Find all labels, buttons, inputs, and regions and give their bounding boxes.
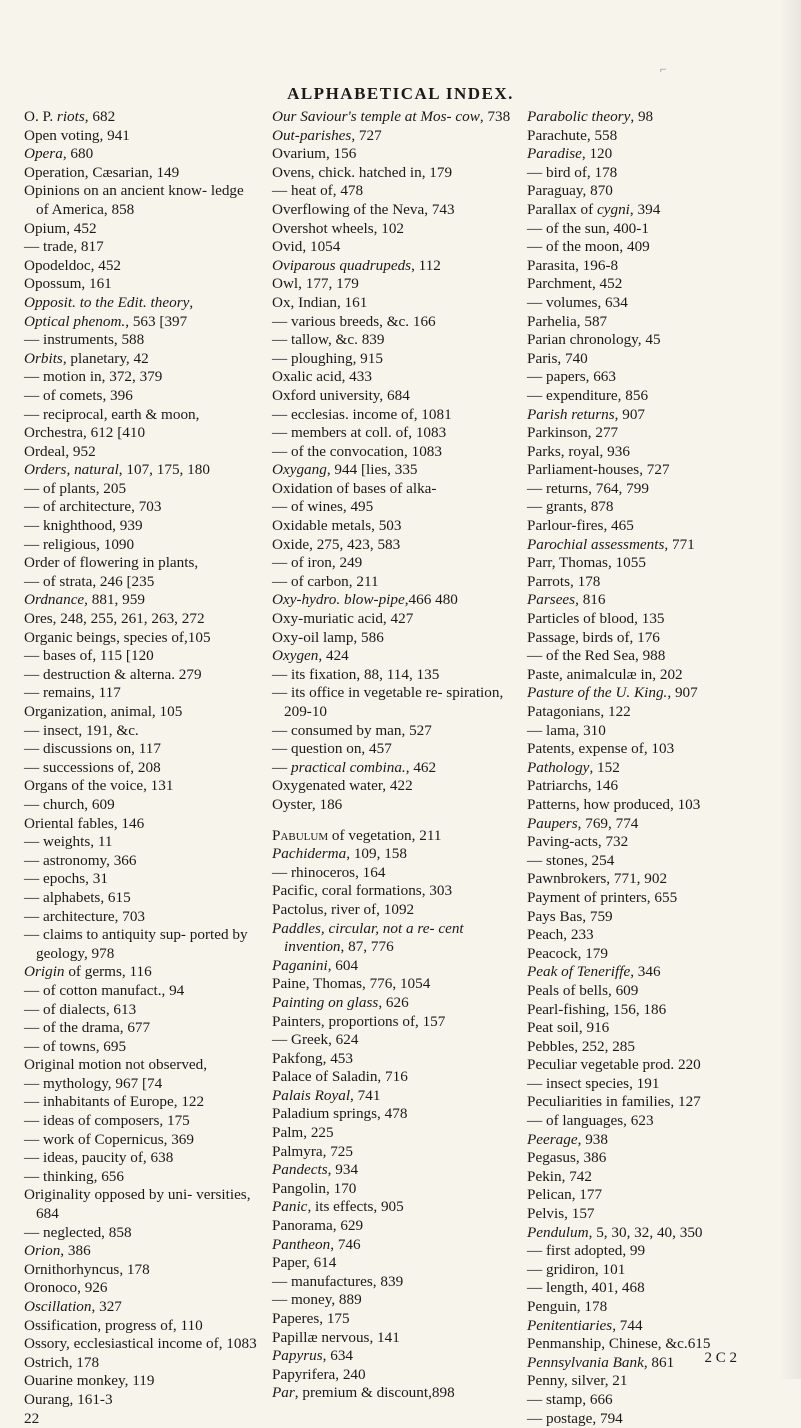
index-entry: Ossification, progress of, 110 <box>24 1316 203 1334</box>
index-entry: Paladium springs, 478 <box>272 1105 408 1123</box>
index-entry: — of the drama, 677 <box>24 1019 151 1037</box>
index-entry: Paraguay, 870 <box>527 182 613 200</box>
signature-mark: 2 C 2 <box>704 1350 737 1366</box>
index-entry: Palais Royal, 741 <box>272 1086 381 1104</box>
index-entry: — discussions on, 117 <box>24 740 161 758</box>
index-entry: Paperes, 175 <box>272 1310 350 1327</box>
index-entry: Patriarchs, 146 <box>527 777 619 795</box>
index-entry: Pebbles, 252, 285 <box>527 1037 635 1055</box>
index-entry: Orbits, planetary, 42 <box>24 349 149 367</box>
index-entry: Oxidable metals, 503 <box>272 517 402 535</box>
index-entry: — of the moon, 409 <box>527 238 650 256</box>
index-entry: Ovens, chick. hatched in, 179 <box>272 163 453 181</box>
index-entry: Pactolus, river of, 1092 <box>272 900 415 918</box>
index-entry: — trade, 817 <box>24 238 104 256</box>
index-entry: — expenditure, 856 <box>527 386 649 404</box>
index-entry: — postage, 794 <box>527 1409 623 1427</box>
index-entry: — of towns, 695 <box>24 1037 127 1055</box>
index-entry: Pennsylvania Bank, 861 <box>527 1353 675 1371</box>
index-entry: Oxford university, 684 <box>272 386 410 404</box>
index-entry: Ordnance, 881, 959 <box>24 591 145 609</box>
index-entry: — practical combina., 462 <box>272 758 437 776</box>
index-entry: — alphabets, 615 <box>24 888 131 906</box>
index-entry: — ploughing, 915 <box>272 349 383 367</box>
index-entry: Peacock, 179 <box>527 944 608 962</box>
index-entry: Oxy-muriatic acid, 427 <box>272 610 414 628</box>
index-entry: Out-parishes, 727 <box>272 126 382 144</box>
index-entry: — its fixation, 88, 114, 135 <box>272 665 440 683</box>
index-entry: Peculiarities in families, 127 <box>527 1093 701 1111</box>
index-entry: — money, 889 <box>272 1291 362 1309</box>
index-entry: Penguin, 178 <box>527 1298 608 1315</box>
index-entry: — grants, 878 <box>527 498 614 516</box>
index-entry: — stamp, 666 <box>527 1390 613 1408</box>
index-entry: Ornithorhyncus, 178 <box>24 1260 150 1278</box>
index-entry: Papillæ nervous, 141 <box>272 1328 400 1346</box>
index-entry: Opium, 452 <box>24 219 97 237</box>
index-entry: Paper, 614 <box>272 1254 337 1272</box>
index-entry: — Greek, 624 <box>272 1031 359 1049</box>
index-entry: — ideas of composers, 175 <box>24 1112 190 1130</box>
index-entry: — of architecture, 703 <box>24 498 162 516</box>
index-entry: Pathology, 152 <box>527 758 620 776</box>
signature-mark-wrap <box>527 1349 777 1368</box>
index-entry: — gridiron, 101 <box>527 1260 626 1278</box>
index-entry: Orders, natural, 107, 175, 180 <box>24 461 210 479</box>
index-entry: Oxygen, 424 <box>272 647 349 665</box>
index-entry: — inhabitants of Europe, 122 <box>24 1093 205 1111</box>
index-entry: Palace of Saladin, 716 <box>272 1068 408 1086</box>
index-entry: — volumes, 634 <box>527 293 628 311</box>
index-entry: Penitentiaries, 744 <box>527 1316 643 1334</box>
index-entry: Oyster, 186 <box>272 795 343 813</box>
index-entry: Pawnbrokers, 771, 902 <box>527 870 668 888</box>
index-entry: Opposit. to the Edit. theory, <box>24 293 194 311</box>
index-entry: Parochial assessments, 771 <box>527 535 695 553</box>
index-entry: Oviparous quadrupeds, 112 <box>272 256 441 274</box>
index-entry: Organic beings, species of,105 <box>24 628 211 646</box>
index-entry: — first adopted, 99 <box>527 1242 646 1260</box>
index-entry: — insect species, 191 <box>527 1074 660 1092</box>
index-entry: — of comets, 396 <box>24 386 133 404</box>
index-entry: Optical phenom., 563 [397 <box>24 312 188 330</box>
index-entry: Parasita, 196-8 <box>527 256 619 274</box>
index-entry: Our Saviour's temple at Mos- cow, 738 <box>272 108 511 125</box>
index-entry: Oxygenated water, 422 <box>272 777 413 795</box>
index-entry: Ordeal, 952 <box>24 442 96 460</box>
index-entry: Paupers, 769, 774 <box>527 814 639 832</box>
index-entry: Ourang, 161-3 <box>24 1390 113 1408</box>
index-entry: Parallax of cygni, 394 <box>527 200 661 218</box>
index-entry: Origin of germs, 116 <box>24 963 152 981</box>
index-entry: Pearl-fishing, 156, 186 <box>527 1000 667 1018</box>
index-entry: — of carbon, 211 <box>272 572 379 590</box>
index-entry: — tallow, &c. 839 <box>272 331 385 349</box>
index-entry: Penny, silver, 21 <box>527 1372 628 1390</box>
page-mark: ⌐ <box>660 62 667 76</box>
page-fold-shadow <box>779 0 801 1379</box>
index-entry: Opodeldoc, 452 <box>24 256 122 274</box>
index-entry: — reciprocal, earth & moon, <box>24 405 200 423</box>
index-entry: Pantheon, 746 <box>272 1235 361 1253</box>
index-entry: — church, 609 <box>24 795 115 813</box>
index-entry: Ostrich, 178 <box>24 1353 100 1371</box>
index-entry: Parchment, 452 <box>527 275 623 293</box>
index-entry: — of strata, 246 [235 <box>24 572 155 590</box>
index-entry: Palm, 225 <box>272 1124 334 1142</box>
index-entry: Opera, 680 <box>24 145 94 163</box>
page-header: ALPHABETICAL INDEX. <box>287 84 514 103</box>
index-entry: — weights, 11 <box>24 833 113 851</box>
index-column-1 <box>24 108 260 1428</box>
index-column-3 <box>527 108 777 1428</box>
index-entry: — bird of, 178 <box>527 163 618 181</box>
index-entry: — of wines, 495 <box>272 498 374 516</box>
index-entry: Oxide, 275, 423, 583 <box>272 535 401 553</box>
index-entry: Paste, animalculæ in, 202 <box>527 665 683 683</box>
index-entry: — of iron, 249 <box>272 554 363 572</box>
index-entry: Organization, animal, 105 <box>24 703 183 720</box>
index-entry: Ox, Indian, 161 <box>272 293 368 311</box>
index-entry: — work of Copernicus, 369 <box>24 1130 194 1148</box>
index-entry: Penmanship, Chinese, &c.615 <box>527 1335 711 1353</box>
index-entry: Peculiar vegetable prod. 220 <box>527 1056 701 1074</box>
index-entry: — ideas, paucity of, 638 <box>24 1149 174 1167</box>
index-entry: Pays Bas, 759 <box>527 907 613 925</box>
index-entry: — papers, 663 <box>527 368 616 386</box>
index-entry: Oxygang, 944 [lies, 335 <box>272 461 418 479</box>
index-entry: Original motion not observed, <box>24 1056 208 1074</box>
index-entry: — of plants, 205 <box>24 479 127 497</box>
index-entry: Paddles, circular, not a re- cent invention, 87, 776 <box>272 919 464 956</box>
index-entry: — mythology, 967 [74 <box>24 1074 163 1092</box>
index-entry: Parliament-houses, 727 <box>527 461 670 479</box>
index-entry: Papyrifera, 240 <box>272 1365 366 1383</box>
index-entry: Ores, 248, 255, 261, 263, 272 <box>24 610 205 628</box>
index-entry: Oxalic acid, 433 <box>272 368 372 386</box>
index-entry: — architecture, 703 <box>24 907 146 925</box>
index-entry: — of the convocation, 1083 <box>272 442 442 460</box>
index-entry: Oriental fables, 146 <box>24 814 145 832</box>
index-entry: — returns, 764, 799 <box>527 479 649 497</box>
index-entry: Peach, 233 <box>527 926 594 944</box>
index-entry: Parachute, 558 <box>527 126 618 144</box>
index-entry: Passage, birds of, 176 <box>527 628 660 646</box>
index-entry: Pekin, 742 <box>527 1167 592 1185</box>
index-entry: — heat of, 478 <box>272 182 364 200</box>
index-entry: Peak of Teneriffe, 346 <box>527 963 661 981</box>
index-entry: Pendulum, 5, 30, 32, 40, 350 <box>527 1223 703 1241</box>
index-entry: — length, 401, 468 <box>527 1279 645 1297</box>
index-entry: — of the Red Sea, 988 <box>527 647 666 665</box>
index-entry: — of languages, 623 <box>527 1112 654 1130</box>
index-entry: Payment of printers, 655 <box>527 888 678 906</box>
index-entry: — remains, 117 <box>24 684 121 702</box>
index-entry: Paganini, 604 <box>272 956 359 974</box>
index-entry: Parks, royal, 936 <box>527 442 630 460</box>
index-entry: Parrots, 178 <box>527 572 601 590</box>
index-entry: Peals of bells, 609 <box>527 981 639 999</box>
index-entry: — astronomy, 366 <box>24 851 137 869</box>
index-entry: Oronoco, 926 <box>24 1279 108 1297</box>
index-entry: Pakfong, 453 <box>272 1049 353 1067</box>
index-entry: Parlour-fires, 465 <box>527 517 634 535</box>
index-entry: — its office in vegetable re- spiration, 209-10 <box>272 684 504 720</box>
index-entry: — bases of, 115 [120 <box>24 647 154 665</box>
index-entry: — of the sun, 400-1 <box>527 219 649 237</box>
index-entry: Parr, Thomas, 1055 <box>527 554 646 572</box>
index-entry: — thinking, 656 <box>24 1167 124 1185</box>
index-entry: Peerage, 938 <box>527 1130 608 1148</box>
index-entry: — question on, 457 <box>272 740 392 758</box>
index-entry: Overshot wheels, 102 <box>272 219 405 237</box>
index-entry: — manufactures, 839 <box>272 1272 404 1290</box>
index-entry: Owl, 177, 179 <box>272 275 359 293</box>
index-entry: Open voting, 941 <box>24 126 130 144</box>
index-entry: — motion in, 372, 379 <box>24 368 163 386</box>
index-entry: Organs of the voice, 131 <box>24 777 174 795</box>
index-entry: — epochs, 31 <box>24 870 108 888</box>
index-entry: Panic, its effects, 905 <box>272 1198 404 1216</box>
index-entry: Parkinson, 277 <box>527 424 619 442</box>
index-entry: Ovid, 1054 <box>272 238 341 256</box>
index-entry: — rhinoceros, 164 <box>272 863 386 881</box>
index-entry: Par, premium & discount,898 <box>272 1384 455 1402</box>
index-entry: — claims to antiquity sup- ported by geology, 978 <box>24 926 248 962</box>
index-entry: Papyrus, 634 <box>272 1347 353 1365</box>
index-entry: — religious, 1090 <box>24 535 135 553</box>
index-entry: Opinions on an ancient know- ledge of America, 858 <box>24 182 244 218</box>
index-entry: Originality opposed by uni- versities, 684 <box>24 1186 251 1223</box>
index-entry: Paving-acts, 732 <box>527 833 629 851</box>
index-entry: Patterns, how produced, 103 <box>527 795 701 813</box>
index-entry: Oscillation, 327 <box>24 1298 122 1315</box>
index-entry: Pegasus, 386 <box>527 1149 607 1167</box>
index-entry: Order of flowering in plants, <box>24 554 199 572</box>
index-entry: — members at coll. of, 1083 <box>272 424 447 442</box>
index-entry: Pachiderma, 109, 158 <box>272 845 407 863</box>
index-entry: Oxidation of bases of alka- <box>272 479 437 497</box>
index-entry: Parabolic theory, 98 <box>527 108 654 125</box>
index-entry: Pelican, 177 <box>527 1186 603 1204</box>
index-entry: Parhelia, 587 <box>527 312 608 330</box>
index-entry <box>272 815 516 827</box>
index-entry: — lama, 310 <box>527 721 606 739</box>
index-entry: Opossum, 161 <box>24 275 112 293</box>
index-entry: — knighthood, 939 <box>24 517 143 535</box>
index-entry: Particles of blood, 135 <box>527 610 665 628</box>
index-entry: Pacific, coral formations, 303 <box>272 882 453 900</box>
index-entry: Pasture of the U. King., 907 <box>527 684 698 702</box>
index-entry: Patagonians, 122 <box>527 703 631 720</box>
index-entry: — ecclesias. income of, 1081 <box>272 405 452 423</box>
index-entry: 22 <box>24 1409 40 1427</box>
index-entry: Parsees, 816 <box>527 591 606 609</box>
index-entry: Ouarine monkey, 119 <box>24 1372 155 1390</box>
index-entry: Painters, proportions of, 157 <box>272 1012 446 1030</box>
index-entry: Ovarium, 156 <box>272 145 357 163</box>
index-entry: Oxy-oil lamp, 586 <box>272 628 384 646</box>
index-entry: Paine, Thomas, 776, 1054 <box>272 975 431 993</box>
index-entry: — stones, 254 <box>527 851 615 869</box>
index-entry: Panorama, 629 <box>272 1217 364 1235</box>
index-entry: — destruction & alterna. 279 <box>24 665 202 683</box>
index-entry: Oxy-hydro. blow-pipe,466 480 <box>272 591 458 609</box>
index-entry: — neglected, 858 <box>24 1223 132 1241</box>
index-entry: Paradise, 120 <box>527 145 613 163</box>
index-entry: Orion, 386 <box>24 1242 91 1260</box>
index-entry: Palmyra, 725 <box>272 1142 353 1160</box>
index-entry: — consumed by man, 527 <box>272 721 432 739</box>
index-entry: Ossory, ecclesiastical income of, 1083 <box>24 1335 257 1353</box>
index-entry: — instruments, 588 <box>24 331 145 349</box>
index-entry: Pangolin, 170 <box>272 1179 357 1197</box>
index-entry: Pelvis, 157 <box>527 1205 595 1223</box>
index-entry: Patents, expense of, 103 <box>527 740 675 758</box>
index-entry: Operation, Cæsarian, 149 <box>24 163 180 181</box>
index-entry: Painting on glass, 626 <box>272 993 409 1011</box>
index-entry: Pabulum of vegetation, 211 <box>272 826 442 844</box>
index-entry: Pandects, 934 <box>272 1161 359 1179</box>
index-entry: Peat soil, 916 <box>527 1019 610 1037</box>
index-entry: — various breeds, &c. 166 <box>272 312 436 330</box>
index-entry: Parish returns, 907 <box>527 405 645 423</box>
index-entry: Paris, 740 <box>527 349 588 367</box>
index-entry: — successions of, 208 <box>24 758 161 776</box>
index-entry: O. P. riots, 682 <box>24 108 116 125</box>
index-entry: Orchestra, 612 [410 <box>24 424 146 442</box>
index-entry: — of dialects, 613 <box>24 1000 137 1018</box>
index-column-2 <box>272 108 516 1403</box>
index-entry: Parian chronology, 45 <box>527 331 661 349</box>
index-entry: — of cotton manufact., 94 <box>24 981 185 999</box>
index-entry: — insect, 191, &c. <box>24 721 139 739</box>
index-entry: Overflowing of the Neva, 743 <box>272 200 455 218</box>
